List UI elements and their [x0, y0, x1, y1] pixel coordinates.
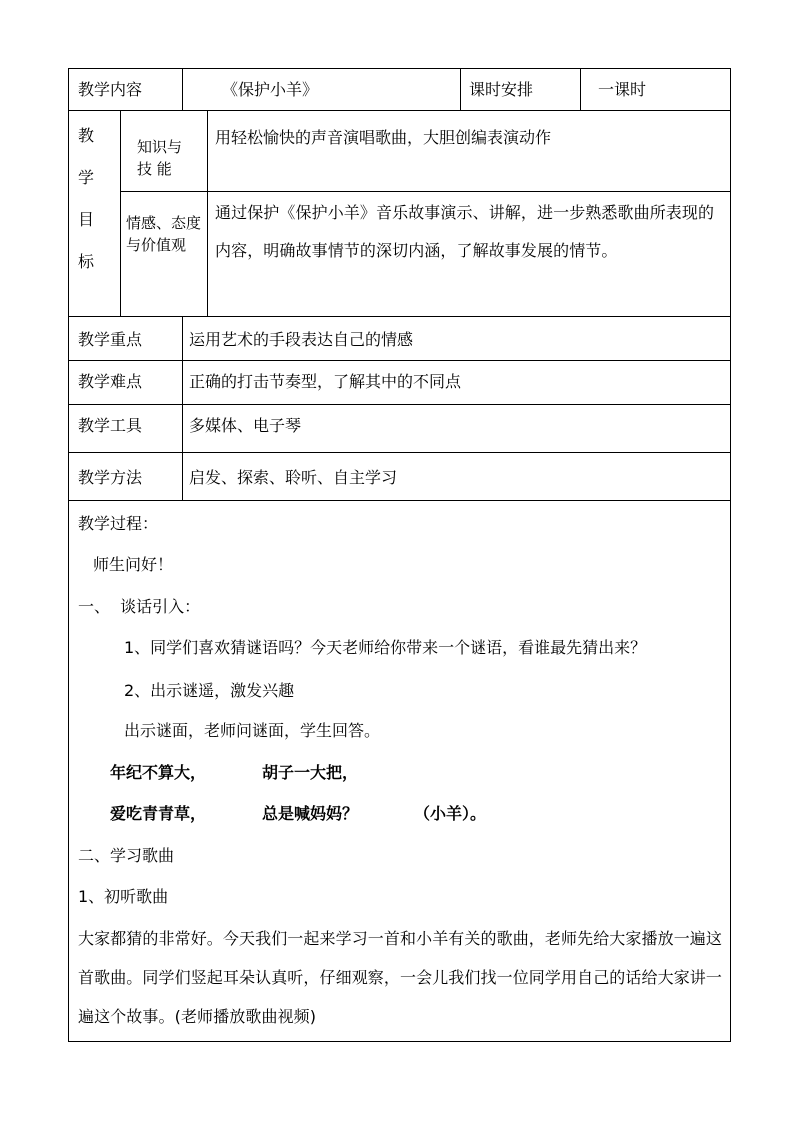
difficulty-label: 教学难点 [78, 372, 143, 391]
process-title: 教学过程： [78, 514, 159, 533]
emotion-text: 通过保护《保护小羊》音乐故事演示、讲解，进一步熟悉歌曲所表现的内容，明确故事情节的深切内涵，了解故事发展的情节。 [215, 203, 715, 260]
content-value: 《保护小羊》 [222, 80, 319, 99]
col-divider-header-2 [460, 68, 461, 110]
schedule-label: 课时安排 [469, 80, 534, 99]
col-divider-objectives-1 [120, 110, 121, 316]
objectives-label-char-4: 标 [78, 252, 95, 271]
item-2: 2、出示谜遥，激发兴趣 [124, 681, 295, 700]
col-divider-objectives-2 [207, 110, 208, 316]
table-border-bottom [68, 1041, 731, 1042]
tools-label: 教学工具 [78, 416, 143, 435]
table-border-top [68, 68, 731, 69]
method-label: 教学方法 [78, 468, 143, 487]
table-border-right [730, 68, 731, 1042]
tools-value: 多媒体、电子琴 [189, 416, 302, 435]
schedule-value: 一课时 [598, 80, 647, 99]
body-paragraph: 大家都猜的非常好。今天我们一起来学习一首和小羊有关的歌曲，老师先给大家播放一遍这首歌曲。同学们竖起耳朵认真听，仔细观察，一会儿我们找一位同学用自己的话给大家讲一遍这个故事。(老师播放歌曲视频) [78, 929, 723, 1026]
row-divider-header [68, 110, 731, 111]
knowledge-label: 知识与技 能 [137, 138, 183, 178]
col-divider-header-1 [182, 68, 183, 110]
sub-1-heading: 1、初听歌曲 [78, 887, 169, 906]
method-value: 启发、探索、聆听、自主学习 [189, 468, 398, 487]
row-divider-difficulty [68, 404, 731, 405]
content-label: 教学内容 [78, 80, 143, 99]
section-2-heading: 二、学习歌曲 [78, 846, 175, 865]
item-3: 出示谜面，老师问谜面，学生回答。 [124, 721, 381, 740]
knowledge-text: 用轻松愉快的声音演唱歌曲，大胆创编表演动作 [215, 128, 552, 147]
col-divider-rows [182, 316, 183, 500]
objectives-label-char-3: 目 [78, 210, 95, 229]
riddle-line-2-b: 总是喊妈妈？ [262, 804, 359, 823]
section-1-heading: 一、 谈话引入： [78, 597, 201, 616]
col-divider-header-3 [580, 68, 581, 110]
focus-value: 运用艺术的手段表达自己的情感 [189, 330, 414, 349]
focus-label: 教学重点 [78, 330, 143, 349]
riddle-line-2-a: 爱吃青青草， [110, 804, 207, 823]
greeting: 师生问好！ [93, 555, 174, 574]
table-border-left [68, 68, 69, 1042]
row-divider-knowledge [120, 191, 731, 192]
difficulty-value: 正确的打击节奏型，了解其中的不同点 [189, 372, 462, 391]
emotion-label: 情感、态度与价值观 [126, 214, 202, 254]
row-divider-tools [68, 452, 731, 453]
row-divider-focus [68, 360, 731, 361]
objectives-label-char-2: 学 [78, 168, 95, 187]
riddle-line-1-a: 年纪不算大， [110, 763, 207, 782]
item-1: 1、同学们喜欢猜谜语吗？今天老师给你带来一个谜语，看谁最先猜出来？ [124, 638, 647, 657]
riddle-answer: （小羊）。 [414, 804, 487, 823]
riddle-line-1-b: 胡子一大把， [262, 763, 359, 782]
objectives-label-char-1: 教 [78, 126, 95, 145]
row-divider-objectives [68, 316, 731, 317]
row-divider-method [68, 500, 731, 501]
